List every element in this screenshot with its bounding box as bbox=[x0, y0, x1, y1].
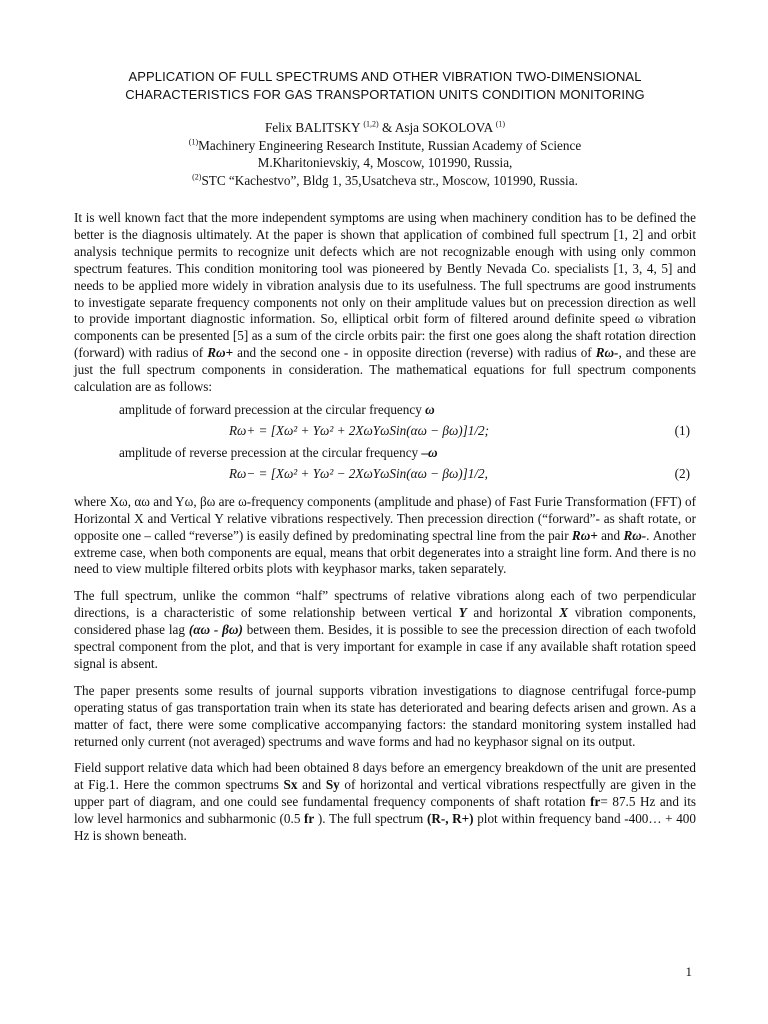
page-number: 1 bbox=[685, 964, 692, 979]
title-line-1: APPLICATION OF FULL SPECTRUMS AND OTHER VIBRATION TWO-DIMENSIONAL bbox=[128, 69, 642, 84]
r-minus-symbol: Rω- bbox=[595, 345, 619, 361]
x-symbol: X bbox=[559, 605, 569, 621]
equation-2-number: (2) bbox=[674, 465, 690, 481]
sy-symbol: Sy bbox=[325, 777, 340, 793]
fs-text-c: vibration components, considered phase lag bbox=[74, 605, 696, 638]
fd-text-d: = 87.5 Hz and its low level harmonics and subharmonic (0.5 bbox=[74, 794, 696, 827]
author-names bbox=[74, 119, 696, 137]
equation-1-formula: Rω+ = [Xω² + Yω² + 2XωYωSin(αω − βω)]1/2; bbox=[229, 422, 490, 438]
fd-text-a: Field support relative data which had been obtained 8 days before an emergency breakdown of the unit are presented at Fig.1. Here the common spectrums bbox=[74, 760, 696, 793]
paragraph-intro bbox=[74, 210, 696, 396]
equation-1-label bbox=[119, 402, 696, 419]
intro-text-a: It is well known fact that the more independent symptoms are using when machinery condition has to be defined the better is the diagnosis ultimately. At the paper is shown that application of combined full spectrum [1, 2] and orbit analysis technique permits to recognize unit defects which are not recognizable enough with using only common spectrum features. This condition monitoring tool was pioneered by Bently Nevada Co. specialists [1, 3, 4, 5] and needs to be applied more widely in vibration analysis due to its usefulness. The full spectrums are good instruments to investigate separate frequency components not only on their amplitude values but on precession direction as well to provide important diagnostic information. So, elliptical orbit form of filtered around definite speed ω vibration components can be presented [5] as a sum of the circle orbits pair: the first one goes along the shaft rotation direction (forward) with radius of bbox=[74, 210, 696, 361]
phase-lag-symbol: (αω - βω) bbox=[188, 622, 243, 638]
full-spectrum-symbol: (R-, R+) bbox=[426, 811, 474, 827]
paragraph-where bbox=[74, 494, 696, 579]
where-text-a: where Xω, αω and Yω, βω are ω-frequency components (amplitude and phase) of Fast Furie Transformation (FFT) of Horizontal X and Vertical Y relative vibrations respectively. Then precession direction (“forward”- as shaft rotate, or opposite one – called “reverse”) is easily defined by predominating spectral line from the pair bbox=[74, 493, 696, 543]
paper-title bbox=[74, 68, 696, 104]
r-minus-symbol-2: Rω- bbox=[623, 527, 647, 543]
where-text-b: and bbox=[597, 527, 624, 543]
fr-symbol: fr bbox=[590, 794, 601, 810]
r-plus-symbol-2: Rω+ bbox=[571, 527, 598, 543]
equation-1 bbox=[74, 419, 696, 445]
equation-2-label bbox=[119, 445, 696, 462]
fr-symbol-2: fr bbox=[304, 811, 315, 827]
affiliation-2-marker: (2) bbox=[192, 172, 202, 182]
fd-text-b: and bbox=[297, 777, 326, 793]
author-2: & Asja SOKOLOVA bbox=[378, 120, 496, 135]
equation-2 bbox=[74, 462, 696, 488]
fd-text-e: ). The full spectrum bbox=[314, 811, 427, 827]
author-1: Felix BALITSKY bbox=[264, 120, 364, 135]
paper-body bbox=[74, 210, 696, 855]
affiliation-2-name: STC “Kachestvo”, Bldg 1, 35,Usatcheva str., Moscow, 101990, Russia. bbox=[201, 172, 578, 188]
equation-2-formula: Rω− = [Xω² + Yω² − 2XωYωSin(αω − βω)]1/2, bbox=[229, 465, 488, 481]
equation-1-label-text: amplitude of forward precession at the circular frequency bbox=[119, 401, 426, 417]
r-plus-symbol: Rω+ bbox=[207, 345, 234, 361]
equation-1-number: (1) bbox=[674, 422, 690, 438]
y-symbol: Y bbox=[458, 605, 467, 621]
paragraph-full-spectrum bbox=[74, 588, 696, 673]
affiliation-1-name: Machinery Engineering Research Institute, Russian Academy of Science bbox=[198, 137, 582, 153]
affiliation-1 bbox=[74, 137, 696, 155]
affiliation-1-marker: (1) bbox=[188, 137, 199, 147]
author-block bbox=[74, 119, 696, 189]
intro-text-b: and the second one - in opposite direction (reverse) with radius of bbox=[233, 345, 596, 361]
fs-text-a: The full spectrum, unlike the common “half” spectrums of relative vibrations along each of two perpendicular directions, is a characteristic of some relationship between vertical bbox=[74, 588, 696, 621]
equation-2-label-var: –ω bbox=[421, 444, 438, 460]
paragraph-results: The paper presents some results of journal supports vibration investigations to diagnose centrifugal force-pump operating status of gas transportation train when its state has deteriorated and bearing defects arisen and grown. As a matter of fact, there were some complicative accompanying factors: the standard monitoring system installed had returned only current (not averaged) spectrums and wave forms and had no keyphasor signal on its output. bbox=[74, 682, 696, 749]
paragraph-field-data bbox=[74, 760, 696, 845]
title-line-2: CHARACTERISTICS FOR GAS TRANSPORTATION UNITS CONDITION MONITORING bbox=[125, 87, 645, 102]
author-1-affil: (1,2) bbox=[363, 119, 379, 129]
sx-symbol: Sx bbox=[283, 777, 298, 793]
equation-2-label-text: amplitude of reverse precession at the circular frequency bbox=[119, 444, 422, 460]
intro-text-c: , and these are just the full spectrum components in consideration. The mathematical equations for full spectrum components calculation are as follows: bbox=[74, 345, 696, 395]
affiliation-2 bbox=[74, 172, 696, 190]
fd-text-c: of horizontal and vertical vibrations respectfully are given in the upper part of diagram, and one could see fundamental frequency components of shaft rotation bbox=[74, 777, 696, 810]
fs-text-b: and horizontal bbox=[466, 605, 560, 621]
equation-1-label-var: ω bbox=[425, 401, 435, 417]
fs-text-d: between them. Besides, it is possible to see the precession direction of each twofold spectral component from the plot, and that is very important for example in case if any available shaft rotation speed signal is absent. bbox=[74, 622, 696, 671]
author-2-affil: (1) bbox=[495, 119, 506, 129]
affiliation-1-address: M.Kharitonievskiy, 4, Moscow, 101990, Russia, bbox=[257, 155, 513, 170]
fd-text-f: plot within frequency band -400… + 400 Hz is shown beneath. bbox=[74, 811, 696, 844]
where-text-c: . Another extreme case, when both components are equal, means that orbit degenerates into a straight line form. And there is no need to view multiple filtered orbits plots with keyphasor marks, taken separately. bbox=[74, 527, 696, 577]
